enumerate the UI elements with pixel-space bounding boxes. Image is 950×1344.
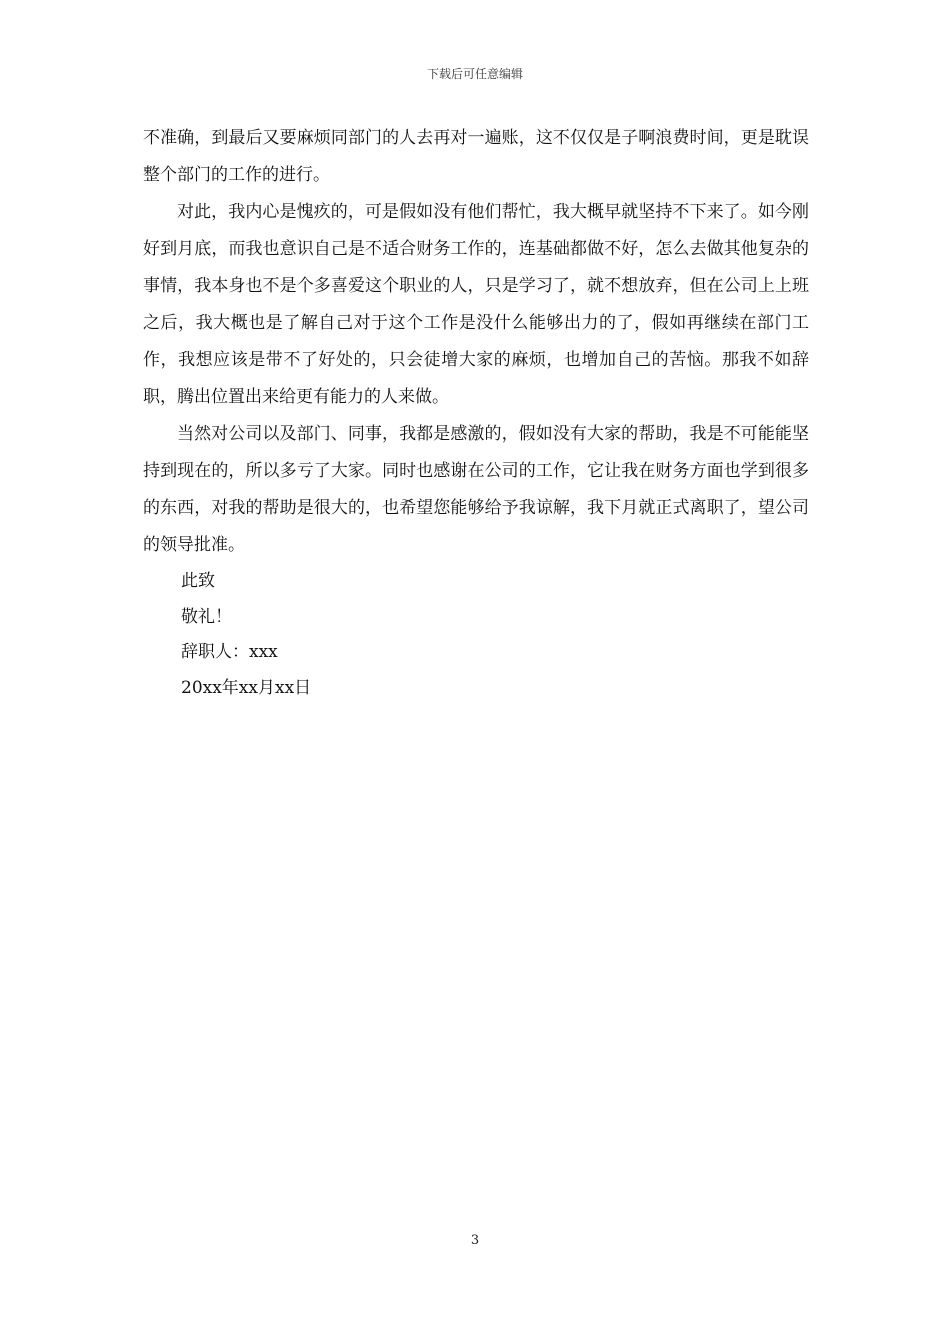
closing-salutation: 此致 xyxy=(181,571,215,591)
letter-body xyxy=(143,120,809,706)
signer-name: 辞职人：xxx xyxy=(181,642,278,662)
page-header-note: 下载后可任意编辑 xyxy=(426,67,523,81)
paragraph-continuation: 不准确，到最后又要麻烦同部门的人去再对一遍账，这不仅仅是子啊浪费时间，更是耽误整个部门的工作的进行。 xyxy=(143,128,809,185)
closing-regards: 敬礼！ xyxy=(181,606,232,627)
paragraph-gratitude: 当然对公司以及部门、同事，我都是感激的，假如没有大家的帮助，我是不可能能坚持到现在的，所以多亏了大家。同时也感谢在公司的工作，它让我在财务方面也学到很多的东西，对我的帮助是很大的，也希望您能够给予我谅解，我下月就正式离职了，望公司的领导批准。 xyxy=(143,424,809,555)
page-number: 3 xyxy=(470,1233,480,1248)
signature-date: 20xx年xx月xx日 xyxy=(181,677,312,698)
paragraph-apology: 对此，我内心是愧疚的，可是假如没有他们帮忙，我大概早就坚持不下来了。如今刚好到月底，而我也意识自己是不适合财务工作的，连基础都做不好，怎么去做其他复杂的事情，我本身也不是个多喜爱这个职业的人，只是学习了，就不想放弃，但在公司上上班之后，我大概也是了解自己对于这个工作是没什么能够出力的了，假如再继续在部门工作，我想应该是带不了好处的，只会徒增大家的麻烦，也增加自己的苦恼。那我不如辞职，腾出位置出来给更有能力的人来做。 xyxy=(143,202,809,407)
